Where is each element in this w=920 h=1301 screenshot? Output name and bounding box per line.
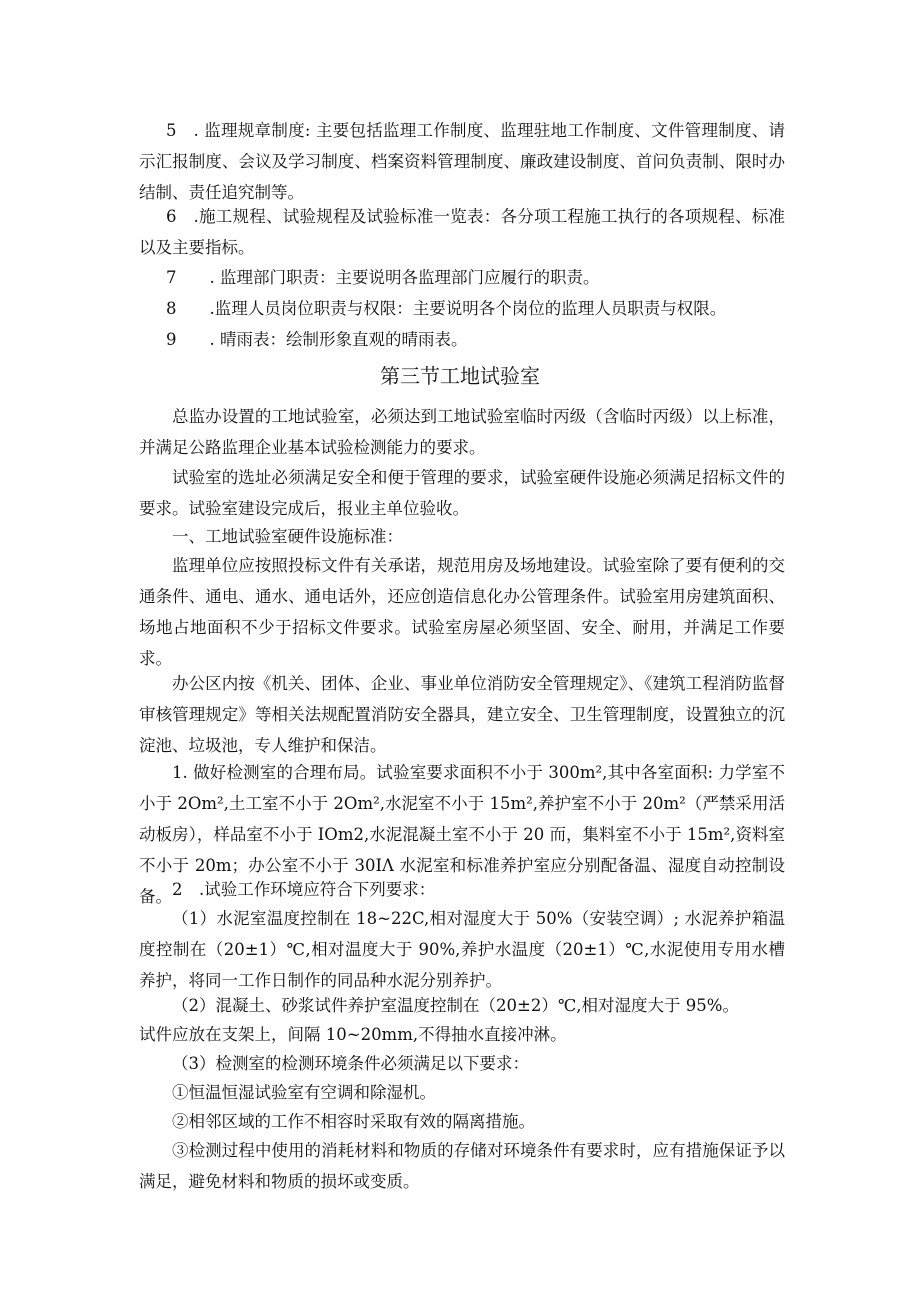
list-item-7: 7 . 监理部门职责：主要说明各监理部门应履行的职责。 xyxy=(166,268,600,287)
body-paragraph: 办公区内按《机关、团体、企业、事业单位消防安全管理规定》、《建筑工程消防监督审核管理规定》等相关法规配置消防安全器具，建立安全、卫生管理制度，设置独立的沉淀池、垃圾池，专人维护和保洁。 xyxy=(139,674,785,755)
body-paragraph: （2）混凝土、砂浆试件养护室温度控制在（20±2）℃,相对湿度大于 95%。 xyxy=(172,996,739,1015)
section-title: 第三节工地试验室 xyxy=(380,364,540,388)
list-item-9: 9 . 晴雨表：绘制形象直观的晴雨表。 xyxy=(166,330,468,349)
subsection-heading: 一、工地试验室硬件设施标准： xyxy=(172,527,403,546)
body-paragraph: ②相邻区域的工作不相容时采取有效的隔离措施。 xyxy=(172,1112,535,1131)
body-paragraph: 监理单位应按照投标文件有关承诺，规范用房及场地建设。试验室除了要有便利的交通条件、通电、通水、通电话外，还应创造信息化办公管理条件。试验室用房建筑面积、场地占地面积不少于招标文件要求。试验室房屋必须坚固、安全、耐用，并满足工作要求。 xyxy=(139,556,785,668)
body-paragraph: 试验室的选址必须满足安全和便于管理的要求，试验室硬件设施必须满足招标文件的要求。试验室建设完成后，报业主单位验收。 xyxy=(139,468,785,518)
body-paragraph: ③检测过程中使用的消耗材料和物质的存储对环境条件有要求时，应有措施保证予以满足，避免材料和物质的损坏或变质。 xyxy=(139,1141,785,1191)
body-paragraph: ①恒温恒湿试验室有空调和除湿机。 xyxy=(172,1083,436,1102)
list-item-8: 8 .监理人员岗位职责与权限：主要说明各个岗位的监理人员职责与权限。 xyxy=(166,299,727,318)
body-paragraph: （1）水泥室温度控制在 18~22C,相对湿度大于 50%（安装空调）; 水泥养护箱温度控制在（20±1）℃,相对温度大于 90%,养护水温度（20±1）℃,水泥使用专用水槽养护，将同一工作日制作的同品种水泥分别养护。 xyxy=(139,909,785,990)
body-paragraph: 2 .试验工作环境应符合下列要求： xyxy=(172,880,436,899)
body-paragraph: 试件应放在支架上，间隔 10~20mm,不得抽水直接冲淋。 xyxy=(139,1025,567,1044)
list-item-5: 5 . 监理规章制度: 主要包括监理工作制度、监理驻地工作制度、文件管理制度、请示汇报制度、会议及学习制度、档案资料管理制度、廉政建设制度、首问负责制、限时办结制、责任追究制等。 xyxy=(139,121,785,202)
body-paragraph: 1. 做好检测室的合理布局。试验室要求面积不小于 300m²,其中各室面积: 力学室不小于 2Om²,土工室不小于 2Om²,水泥室不小于 15m²,养护室不小于 20m²（严禁采用活动板房），样品室不小于 IOm2,水泥混凝土室不小于 20 而，集料室不小于 15m²,资料室不小于 20m；办公室不小于 30IΛ 水泥室和标准养护室应分别配备温、湿度自动控制设备。 xyxy=(139,763,785,906)
list-item-6: 6 .施工规程、试验规程及试验标准一览表：各分项工程施工执行的各项规程、标准以及主要指标。 xyxy=(139,207,785,257)
body-paragraph: 总监办设置的工地试验室，必须达到工地试验室临时丙级（含临时丙级）以上标准，并满足公路监理企业基本试验检测能力的要求。 xyxy=(139,407,785,457)
body-paragraph: （3）检测室的检测环境条件必须满足以下要求： xyxy=(172,1054,529,1073)
